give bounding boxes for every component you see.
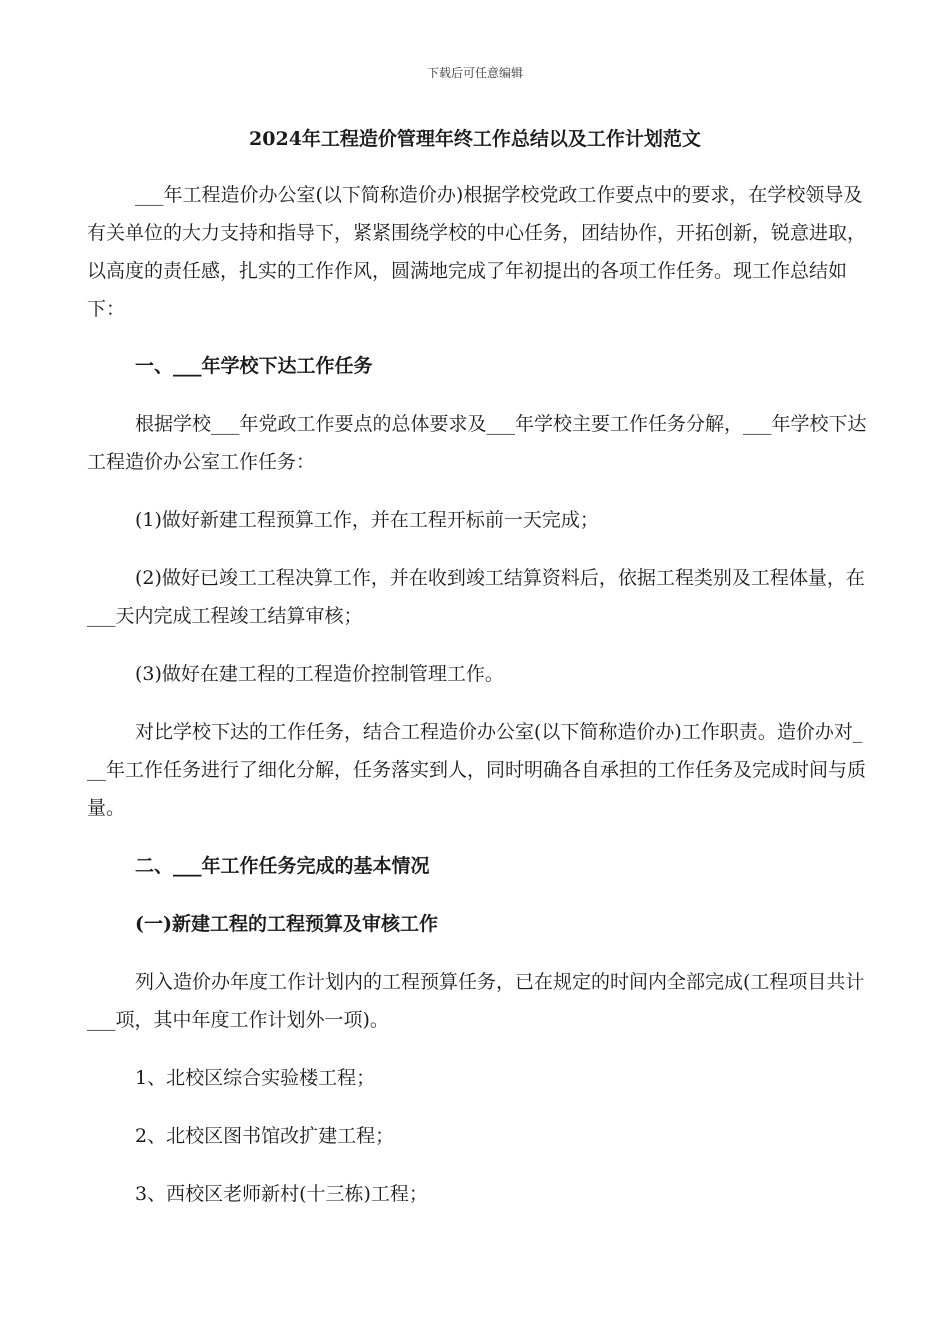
tasks-paragraph: 根据学校___年党政工作要点的总体要求及___年学校主要工作任务分解，___年学校下达工程造价办公室工作任务： <box>87 413 867 473</box>
budget-paragraph: 列入造价办年度工作计划内的工程预算任务，已在规定的时间内全部完成(工程项目共计___项，其中年度工作计划外一项)。 <box>87 971 865 1031</box>
project-item-3: 3、西校区老师新村(十三栋)工程； <box>135 1183 428 1205</box>
breakdown-paragraph: 对比学校下达的工作任务，结合工程造价办公室(以下简称造价办)工作职责。造价办对___年工作任务进行了细化分解，任务落实到人，同时明确各自承担的工作任务及完成时间与质量。 <box>87 721 867 819</box>
section-heading-1: 一、___年学校下达工作任务 <box>135 355 373 377</box>
task-item-1: (1)做好新建工程预算工作，并在工程开标前一天完成； <box>135 509 599 531</box>
subsection-heading-1: (一)新建工程的工程预算及审核工作 <box>135 913 438 935</box>
intro-paragraph: ___年工程造价办公室(以下简称造价办)根据学校党政工作要点中的要求，在学校领导及有关单位的大力支持和指导下，紧紧围绕学校的中心任务，团结协作，开拓创新，锐意进取，以高度的责任感，扎实的工作作风，圆满地完成了年初提出的各项工作任务。现工作总结如下： <box>87 184 867 320</box>
task-item-2: (2)做好已竣工工程决算工作，并在收到竣工结算资料后，依据工程类别及工程体量，在___天内完成工程竣工结算审核； <box>87 567 865 627</box>
document-title: 2024年工程造价管理年终工作总结以及工作计划范文 <box>249 128 701 150</box>
section-heading-2: 二、___年工作任务完成的基本情况 <box>135 855 430 877</box>
task-item-3: (3)做好在建工程的工程造价控制管理工作。 <box>135 663 504 685</box>
project-item-2: 2、北校区图书馆改扩建工程； <box>135 1125 395 1147</box>
page-header-note: 下载后可任意编辑 <box>426 66 523 80</box>
project-item-1: 1、北校区综合实验楼工程； <box>135 1067 376 1089</box>
